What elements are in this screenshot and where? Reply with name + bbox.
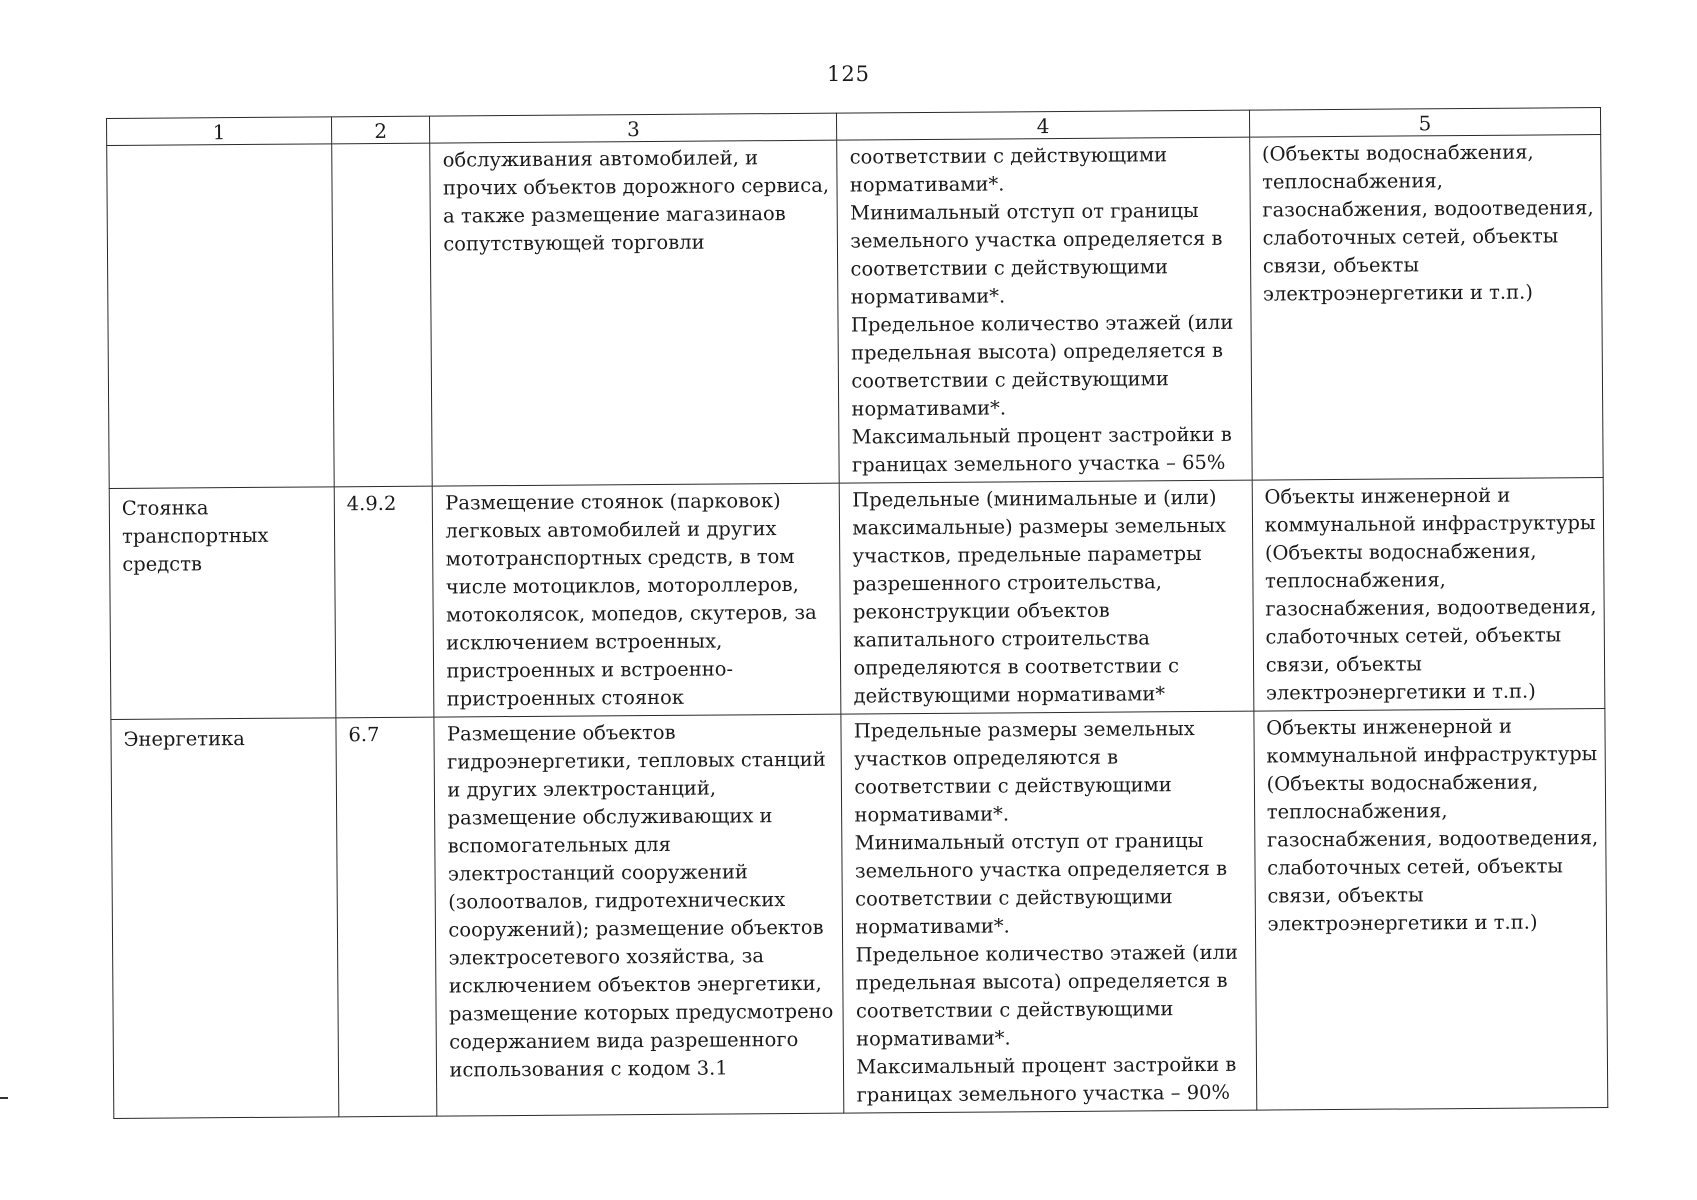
- column-header-4: 4: [837, 110, 1249, 140]
- land-use-name-cell: Энергетика: [111, 718, 339, 1119]
- land-use-name-cell: Стоянка транспортных средств: [109, 487, 336, 720]
- objects-text: Объекты инженерной и коммунальной инфраструктуры (Объекты водоснабжения, теплоснабжения, газоснабжения, водоотведения, слаботочных сетей, объекты связи, объекты электроэнергетики и т.п.): [1266, 714, 1599, 936]
- parameter-text: Предельное количество этажей (или предельная высота) определяется в соответствии с действующими нормативами*.: [855, 940, 1239, 1051]
- description-text: Размещение объектов гидроэнергетики, тепловых станций и других электростанций, размещение обслуживающих и вспомогательных для электростанций сооружений (золоотвалов, гидротехнических сооружений); размещение объектов электросетевого хозяйства, за исключением объектов энергетики, размещение которых предусмотрено содержанием вида разрешенного использования с кодом 3.1: [446, 720, 834, 1082]
- land-use-name-cell: [107, 144, 334, 489]
- description-text: обслуживания автомобилей, и прочих объектов дорожного сервиса, а также размещение магазинаов сопутствующей торговли: [442, 146, 830, 256]
- objects-text: (Объекты водоснабжения, теплоснабжения, газоснабжения, водоотведения, слаботочных сетей, объекты связи, объекты электроэнергетики и т.п.): [1261, 140, 1594, 306]
- parameter-text: Предельные (минимальные и (или) максимальные) размеры земельных участков, предельные параметры разрешенного строительства, реконструкции объектов капитального строительства определяются в соответствии с действующими нормативами*: [852, 485, 1227, 708]
- objects-cell: [1252, 478, 1605, 712]
- page-number: 125: [826, 62, 871, 86]
- table-row: [107, 135, 1603, 489]
- parameter-text: Минимальный отступ от границы земельного участка определяется в соответствии с действующими нормативами*.: [849, 198, 1223, 309]
- parameter-text: Предельное количество этажей (или предельная высота) определяется в соответствии с действующими нормативами*.: [850, 310, 1234, 421]
- table-row: [111, 709, 1608, 1119]
- land-use-code-cell: 6.7: [336, 717, 437, 1117]
- parameters-cell: [841, 711, 1256, 1113]
- margin-mark: [0, 1097, 8, 1099]
- table-row: [109, 478, 1605, 720]
- column-header-1: 1: [107, 117, 332, 146]
- parameter-text: Максимальный процент застройки в границах земельного участка – 90%: [856, 1052, 1237, 1107]
- column-header-2: 2: [331, 116, 430, 144]
- parameter-text: Минимальный отступ от границы земельного участка определяется в соответствии с действующими нормативами*.: [854, 828, 1228, 939]
- parameters-cell: [840, 480, 1254, 714]
- parameter-text: Максимальный процент застройки в границах земельного участка – 65%: [851, 422, 1232, 477]
- description-text: Размещение стоянок (парковок) легковых автомобилей и других мототранспортных средств, в том числе мотоциклов, мотороллеров, мотоколясок, мопедов, скутеров, за исключением встроенных, пристроенных и встроенно-пристроенных стоянок: [445, 489, 817, 711]
- column-header-3: 3: [430, 113, 837, 143]
- objects-text: Объекты инженерной и коммунальной инфраструктуры (Объекты водоснабжения, теплоснабжения, газоснабжения, водоотведения, слаботочных сетей, объекты связи, объекты электроэнергетики и т.п.): [1264, 483, 1597, 705]
- land-use-code-cell: [332, 143, 433, 487]
- parameter-text: соответствии с действующими нормативами*.: [849, 143, 1168, 197]
- land-use-code-cell: 4.9.2: [334, 486, 434, 718]
- land-use-table: [106, 107, 1608, 1119]
- description-cell: [434, 714, 844, 1116]
- column-header-5: 5: [1249, 108, 1601, 138]
- description-cell: [433, 483, 842, 717]
- objects-cell: [1249, 135, 1603, 481]
- parameters-cell: [837, 137, 1252, 483]
- description-cell: [430, 140, 839, 486]
- objects-cell: [1254, 709, 1608, 1111]
- parameter-text: Предельные размеры земельных участков определяются в соответствии с действующими нормативами*.: [853, 717, 1195, 827]
